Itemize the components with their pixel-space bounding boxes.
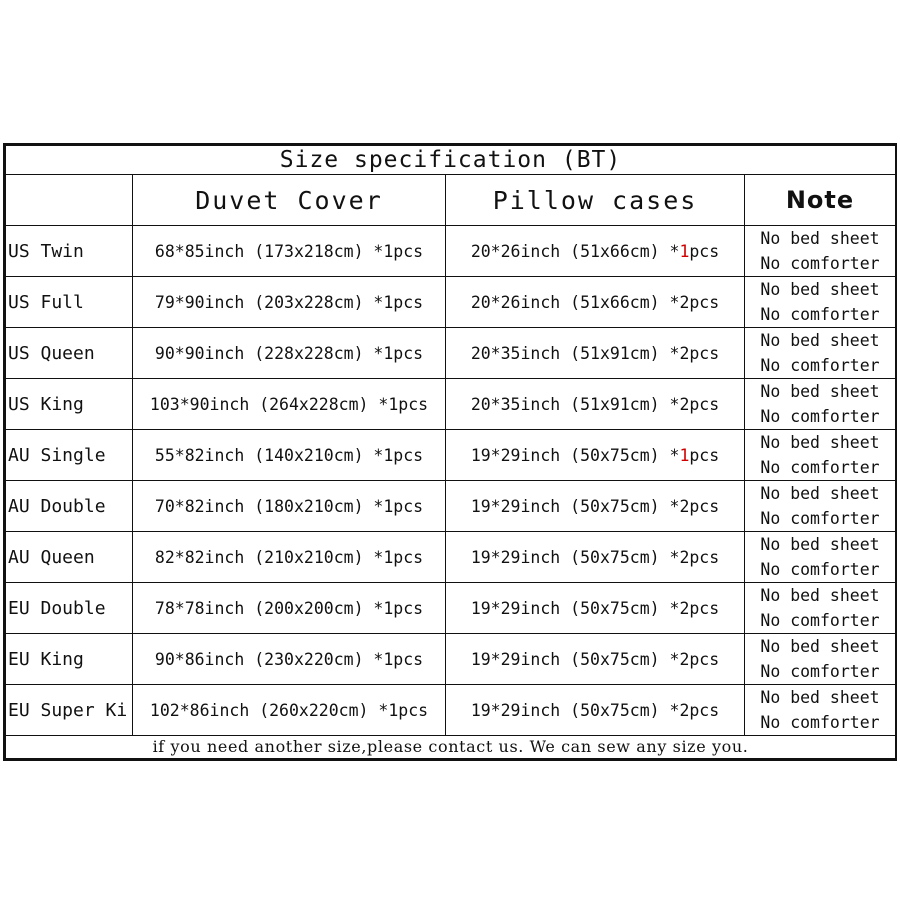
- pillow-count: 2: [679, 394, 690, 414]
- pillow-size-text: 20*26inch (51x66cm) *: [470, 241, 680, 261]
- size-specification-table: [3, 143, 897, 761]
- note-no-comforter: No comforter: [760, 305, 880, 324]
- table-row: [6, 685, 896, 736]
- duvet-cover-cell: 90*90inch (228x228cm) *1pcs: [133, 328, 446, 379]
- pillow-cases-cell: [446, 532, 745, 583]
- table-row: [6, 328, 896, 379]
- note-no-bed-sheet: No bed sheet: [760, 280, 880, 299]
- pillow-cases-cell: [446, 634, 745, 685]
- duvet-cover-cell: 70*82inch (180x210cm) *1pcs: [133, 481, 446, 532]
- pillow-cases-cell: [446, 583, 745, 634]
- pillow-cases-cell: [446, 226, 745, 277]
- note-cell: [745, 685, 896, 736]
- note-no-bed-sheet: No bed sheet: [760, 484, 880, 503]
- header-size-blank: [6, 175, 133, 226]
- note-cell: [745, 379, 896, 430]
- note-no-comforter: No comforter: [760, 356, 880, 375]
- size-name-cell: AU Queen: [6, 532, 133, 583]
- note-no-bed-sheet: No bed sheet: [760, 535, 880, 554]
- pillow-unit: pcs: [689, 343, 720, 363]
- note-no-comforter: No comforter: [760, 560, 880, 579]
- size-name-cell: AU Single: [6, 430, 133, 481]
- pillow-count: 2: [679, 649, 690, 669]
- duvet-cover-cell: 82*82inch (210x210cm) *1pcs: [133, 532, 446, 583]
- table-row: [6, 277, 896, 328]
- size-name-cell: US Twin: [6, 226, 133, 277]
- pillow-cases-cell: [446, 328, 745, 379]
- table-row: [6, 430, 896, 481]
- note-cell: [745, 532, 896, 583]
- note-no-bed-sheet: No bed sheet: [760, 229, 880, 248]
- pillow-size-text: 19*29inch (50x75cm) *: [470, 547, 680, 567]
- duvet-cover-cell: 68*85inch (173x218cm) *1pcs: [133, 226, 446, 277]
- note-no-comforter: No comforter: [760, 509, 880, 528]
- note-no-comforter: No comforter: [760, 713, 880, 732]
- size-name-cell: AU Double: [6, 481, 133, 532]
- note-no-bed-sheet: No bed sheet: [760, 688, 880, 707]
- pillow-unit: pcs: [689, 394, 720, 414]
- pillow-unit: pcs: [689, 292, 720, 312]
- pillow-count: 2: [679, 547, 690, 567]
- note-no-bed-sheet: No bed sheet: [760, 586, 880, 605]
- pillow-unit: pcs: [689, 445, 720, 465]
- table-row: [6, 481, 896, 532]
- size-name-cell: EU Double: [6, 583, 133, 634]
- pillow-count: 2: [679, 343, 690, 363]
- size-name-cell: US Full: [6, 277, 133, 328]
- note-no-comforter: No comforter: [760, 662, 880, 681]
- duvet-cover-cell: 103*90inch (264x228cm) *1pcs: [133, 379, 446, 430]
- note-cell: [745, 634, 896, 685]
- note-cell: [745, 277, 896, 328]
- size-name-cell: US Queen: [6, 328, 133, 379]
- pillow-count: 2: [679, 598, 690, 618]
- pillow-count: 2: [679, 496, 690, 516]
- table-row: [6, 226, 896, 277]
- pillow-cases-cell: [446, 277, 745, 328]
- pillow-size-text: 19*29inch (50x75cm) *: [470, 496, 680, 516]
- pillow-count: 1: [679, 445, 690, 465]
- table-title: Size specification (BT): [6, 146, 896, 175]
- duvet-cover-cell: 90*86inch (230x220cm) *1pcs: [133, 634, 446, 685]
- size-name-cell: US King: [6, 379, 133, 430]
- pillow-unit: pcs: [689, 547, 720, 567]
- note-no-comforter: No comforter: [760, 611, 880, 630]
- table-row: [6, 634, 896, 685]
- note-cell: [745, 226, 896, 277]
- size-name-cell: EU Super Ki: [6, 685, 133, 736]
- table-row: [6, 379, 896, 430]
- pillow-size-text: 20*35inch (51x91cm) *: [470, 394, 680, 414]
- note-no-comforter: No comforter: [760, 458, 880, 477]
- note-no-bed-sheet: No bed sheet: [760, 637, 880, 656]
- size-name-cell: EU King: [6, 634, 133, 685]
- note-no-bed-sheet: No bed sheet: [760, 382, 880, 401]
- pillow-unit: pcs: [689, 649, 720, 669]
- note-no-comforter: No comforter: [760, 407, 880, 426]
- duvet-cover-cell: 55*82inch (140x210cm) *1pcs: [133, 430, 446, 481]
- note-cell: [745, 481, 896, 532]
- note-no-bed-sheet: No bed sheet: [760, 331, 880, 350]
- pillow-cases-cell: [446, 481, 745, 532]
- pillow-unit: pcs: [689, 241, 720, 261]
- pillow-size-text: 20*26inch (51x66cm) *: [470, 292, 680, 312]
- note-no-comforter: No comforter: [760, 254, 880, 273]
- note-cell: [745, 430, 896, 481]
- pillow-cases-cell: [446, 685, 745, 736]
- pillow-unit: pcs: [689, 700, 720, 720]
- note-no-bed-sheet: No bed sheet: [760, 433, 880, 452]
- pillow-size-text: 19*29inch (50x75cm) *: [470, 649, 680, 669]
- header-duvet-cover: Duvet Cover: [133, 175, 446, 226]
- pillow-unit: pcs: [689, 496, 720, 516]
- pillow-cases-cell: [446, 430, 745, 481]
- pillow-size-text: 19*29inch (50x75cm) *: [470, 700, 680, 720]
- footer-contact-note: if you need another size,please contact us. We can sew any size you.: [6, 736, 896, 759]
- pillow-size-text: 20*35inch (51x91cm) *: [470, 343, 680, 363]
- table-row: [6, 583, 896, 634]
- pillow-unit: pcs: [689, 598, 720, 618]
- header-pillow-cases: Pillow cases: [446, 175, 745, 226]
- note-cell: [745, 583, 896, 634]
- duvet-cover-cell: 102*86inch (260x220cm) *1pcs: [133, 685, 446, 736]
- note-cell: [745, 328, 896, 379]
- pillow-count: 2: [679, 292, 690, 312]
- duvet-cover-cell: 78*78inch (200x200cm) *1pcs: [133, 583, 446, 634]
- pillow-cases-cell: [446, 379, 745, 430]
- header-note: Note: [745, 175, 896, 226]
- pillow-count: 2: [679, 700, 690, 720]
- duvet-cover-cell: 79*90inch (203x228cm) *1pcs: [133, 277, 446, 328]
- table-row: [6, 532, 896, 583]
- pillow-count: 1: [679, 241, 690, 261]
- pillow-size-text: 19*29inch (50x75cm) *: [470, 598, 680, 618]
- pillow-size-text: 19*29inch (50x75cm) *: [470, 445, 680, 465]
